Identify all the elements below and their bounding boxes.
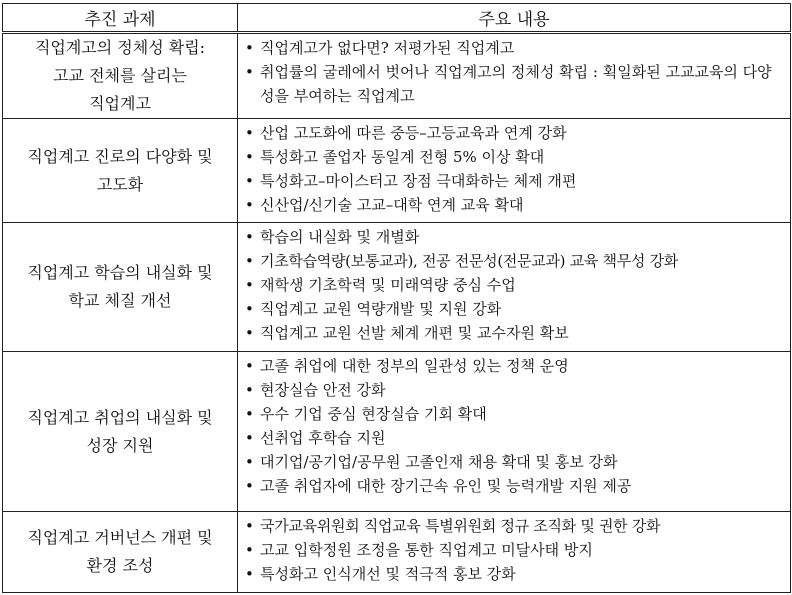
task-cell bbox=[3, 223, 238, 352]
header-content: 주요 내용 bbox=[238, 4, 791, 33]
list-item: • 기초학습역량(보통교과), 전공 전문성(전문교과) 교육 책무성 강화 bbox=[244, 249, 786, 273]
table-row bbox=[3, 33, 791, 119]
header-row bbox=[3, 4, 791, 33]
policy-table bbox=[2, 3, 791, 593]
table-row bbox=[3, 223, 791, 352]
task-line: 고교 전체를 살리는 bbox=[53, 66, 187, 85]
content-cell bbox=[238, 223, 791, 352]
task-line: 직업계고 취업의 내실화 및 bbox=[27, 407, 213, 427]
list-item: • 재학생 기초학력 및 미래역량 중심 수업 bbox=[244, 273, 786, 297]
table-row bbox=[3, 352, 791, 512]
task-line: 직업계고 bbox=[89, 94, 151, 113]
task-cell bbox=[3, 352, 238, 512]
task-line: 성장 지원 bbox=[86, 435, 154, 455]
content-cell bbox=[238, 512, 791, 593]
list-item: • 신산업/신기술 고교–대학 연계 교육 확대 bbox=[244, 193, 786, 217]
list-item: • 직업계고 교원 선발 체계 개편 및 교수자원 확보 bbox=[244, 321, 786, 345]
list-item: • 고졸 취업에 대한 정부의 일관성 있는 정책 운영 bbox=[244, 354, 786, 378]
list-item: • 취업률의 굴레에서 벗어나 직업계고의 정체성 확립 : 획일화된 고교교육의 다양성을 부여하는 직업계고 bbox=[244, 60, 786, 108]
task-line: 환경 조성 bbox=[86, 556, 154, 575]
list-item: • 국가교육위원회 직업교육 특별위원회 정규 조직화 및 권한 강화 bbox=[244, 514, 786, 538]
list-item: • 학습의 내실화 및 개별화 bbox=[244, 225, 786, 249]
task-line: 직업계고 진로의 다양화 및 bbox=[27, 146, 213, 166]
task-line: 고도화 bbox=[96, 174, 144, 194]
content-cell bbox=[238, 352, 791, 512]
list-item: • 직업계고가 없다면? 저평가된 직업계고 bbox=[244, 36, 786, 60]
list-item: • 고졸 취업자에 대한 장기근속 유인 및 능력개발 지원 제공 bbox=[244, 474, 786, 498]
table-row bbox=[3, 512, 791, 593]
task-line: 직업계고의 정체성 확립: bbox=[34, 38, 206, 57]
header-task: 추진 과제 bbox=[3, 4, 238, 33]
task-line: 학교 체질 개선 bbox=[68, 291, 172, 310]
list-item: • 우수 기업 중심 현장실습 기회 확대 bbox=[244, 402, 786, 426]
task-cell bbox=[3, 33, 238, 119]
list-item: • 특성화고 졸업자 동일계 전형 5% 이상 확대 bbox=[244, 145, 786, 169]
table-row bbox=[3, 119, 791, 223]
list-item: • 대기업/공기업/공무원 고졸인재 채용 확대 및 홍보 강화 bbox=[244, 450, 786, 474]
task-cell bbox=[3, 512, 238, 593]
task-line: 직업계고 거버넌스 개편 및 bbox=[27, 528, 213, 547]
task-line: 직업계고 학습의 내실화 및 bbox=[27, 263, 213, 282]
task-cell bbox=[3, 119, 238, 223]
content-cell bbox=[238, 33, 791, 119]
list-item: • 특성화고 인식개선 및 적극적 홍보 강화 bbox=[244, 562, 786, 586]
list-item: • 산업 고도화에 따른 중등–고등교육과 연계 강화 bbox=[244, 121, 786, 145]
list-item: • 고교 입학정원 조정을 통한 직업계고 미달사태 방지 bbox=[244, 538, 786, 562]
list-item: • 특성화고–마이스터고 장점 극대화하는 체제 개편 bbox=[244, 169, 786, 193]
list-item: • 선취업 후학습 지원 bbox=[244, 426, 786, 450]
list-item: • 직업계고 교원 역량개발 및 지원 강화 bbox=[244, 297, 786, 321]
content-cell bbox=[238, 119, 791, 223]
list-item: • 현장실습 안전 강화 bbox=[244, 378, 786, 402]
